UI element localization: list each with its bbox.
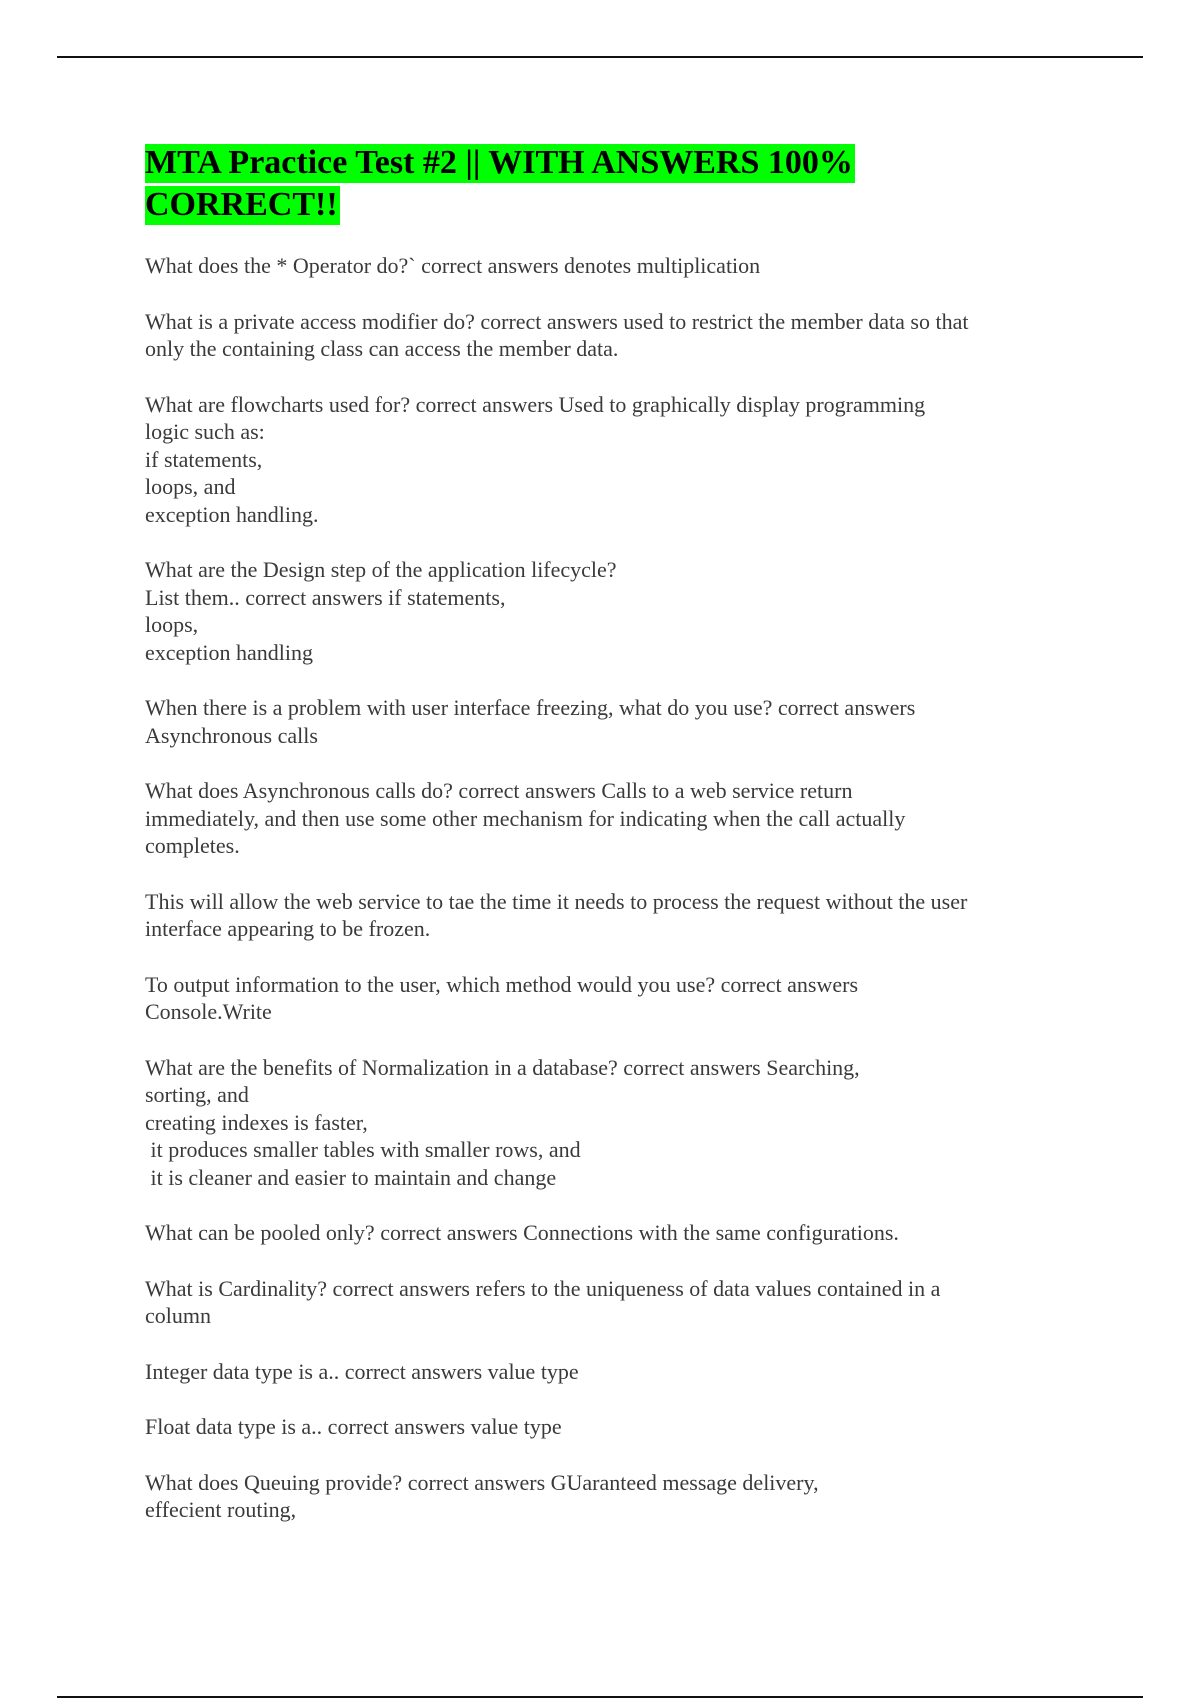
qa-entry: What are the benefits of Normalization in a database? correct answers Searching, sorting, and creating indexes is faster, it produces smaller tables with smaller rows, and it is cleaner and easier to maintain and change (145, 1054, 860, 1190)
qa-entry: What can be pooled only? correct answers Connections with the same configurations. (145, 1220, 899, 1245)
qa-entry: Integer data type is a.. correct answers value type (145, 1358, 579, 1384)
qa-entry: Float data type is a.. correct answers value type (145, 1414, 562, 1439)
document-body (145, 142, 1065, 1552)
qa-entry: What does Queuing provide? correct answers GUaranteed message delivery, effecient routing, (145, 1469, 819, 1522)
qa-entry: What are flowcharts used for? correct answers Used to graphically display programming logic such as: if statements, loops, and exception handling. (145, 391, 926, 527)
qa-entry: When there is a problem with user interface freezing, what do you use? correct answers Asynchronous calls (145, 695, 916, 748)
title-line-1: MTA Practice Test #2 || WITH ANSWERS 100% (145, 144, 853, 181)
qa-entry: What does Asynchronous calls do? correct answers Calls to a web service return immediately, and then use some other mechanism for indicating when the call actually completes. (145, 778, 906, 858)
title-line-2: CORRECT!! (145, 186, 338, 223)
qa-entry: This will allow the web service to tae the time it needs to process the request without the user interface appearing to be frozen. (145, 888, 968, 941)
qa-entry: To output information to the user, which method would you use? correct answers Console.Write (145, 971, 859, 1024)
qa-entry: What are the Design step of the application lifecycle? List them.. correct answers if statements, loops, exception handling (145, 557, 617, 665)
header-rule (57, 56, 1143, 58)
footer-rule (57, 1696, 1143, 1698)
document-title (145, 142, 1065, 226)
qa-entry: What is Cardinality? correct answers refers to the uniqueness of data values contained in a column (145, 1275, 941, 1328)
qa-entry: What is a private access modifier do? correct answers used to restrict the member data so that only the containing class can access the member data. (145, 308, 969, 361)
qa-entry: What does the * Operator do?` correct answers denotes multiplication (145, 253, 761, 278)
